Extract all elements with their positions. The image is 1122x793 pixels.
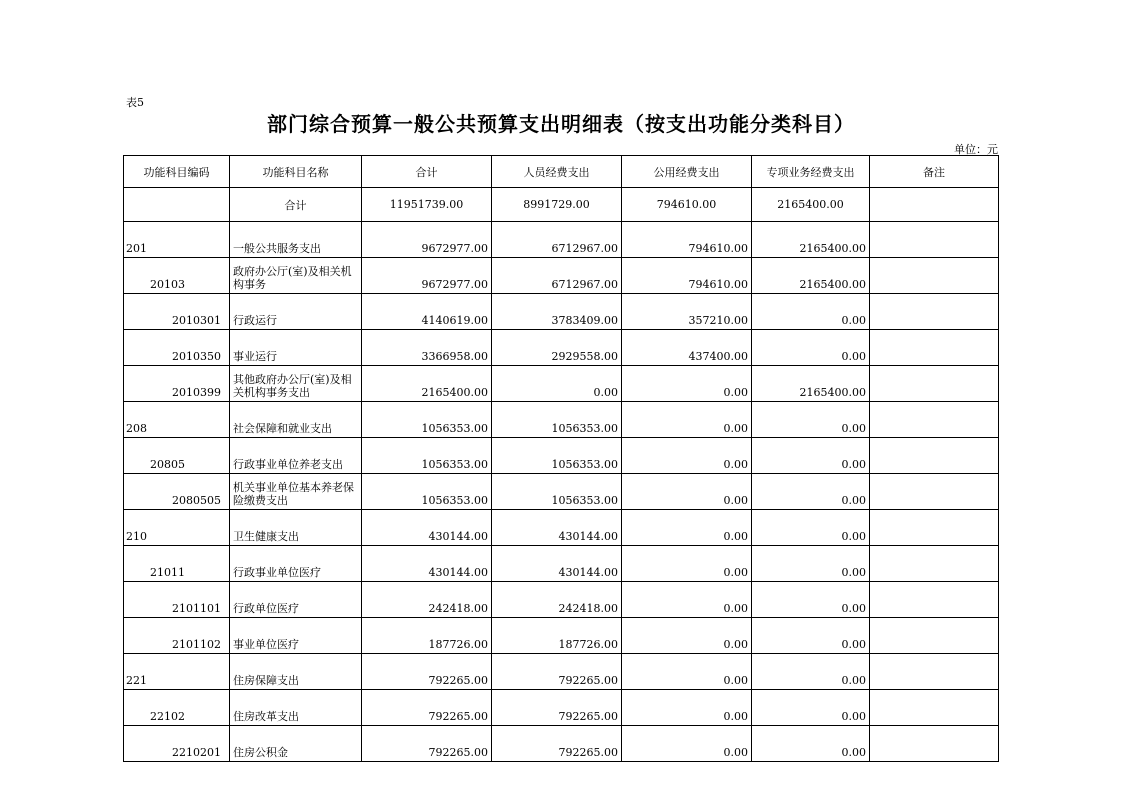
table-row: [124, 546, 999, 582]
cell-special: 0.00: [752, 726, 870, 762]
cell-public: 794610.00: [622, 258, 752, 294]
cell-remark: [870, 690, 999, 726]
cell-special: 0.00: [752, 294, 870, 330]
cell-special: 0.00: [752, 546, 870, 582]
total-remark: [870, 188, 999, 222]
cell-public: 0.00: [622, 366, 752, 402]
cell-special: 0.00: [752, 510, 870, 546]
header-remark: 备注: [870, 156, 999, 188]
total-row: [124, 188, 999, 222]
cell-total: 792265.00: [362, 726, 492, 762]
table-row: [124, 366, 999, 402]
cell-public: 0.00: [622, 402, 752, 438]
cell-remark: [870, 258, 999, 294]
cell-total: 430144.00: [362, 510, 492, 546]
cell-total: 792265.00: [362, 690, 492, 726]
cell-personnel: 1056353.00: [492, 402, 622, 438]
table-row: [124, 654, 999, 690]
table-row: [124, 258, 999, 294]
cell-special: 0.00: [752, 438, 870, 474]
cell-code: 20103: [124, 258, 230, 294]
cell-name: 住房公积金: [230, 726, 362, 762]
cell-code: 2080505: [124, 474, 230, 510]
cell-special: 2165400.00: [752, 366, 870, 402]
cell-code: 20805: [124, 438, 230, 474]
cell-remark: [870, 222, 999, 258]
cell-code: 21011: [124, 546, 230, 582]
cell-public: 794610.00: [622, 222, 752, 258]
cell-public: 0.00: [622, 474, 752, 510]
cell-personnel: 0.00: [492, 366, 622, 402]
cell-special: 0.00: [752, 582, 870, 618]
cell-public: 437400.00: [622, 330, 752, 366]
table-row: [124, 222, 999, 258]
cell-special: 2165400.00: [752, 222, 870, 258]
cell-public: 357210.00: [622, 294, 752, 330]
cell-remark: [870, 330, 999, 366]
cell-remark: [870, 438, 999, 474]
header-row: [124, 156, 999, 188]
header-special: 专项业务经费支出: [752, 156, 870, 188]
cell-special: 0.00: [752, 402, 870, 438]
cell-personnel: 6712967.00: [492, 222, 622, 258]
header-name: 功能科目名称: [230, 156, 362, 188]
cell-code: 2010399: [124, 366, 230, 402]
cell-code: 210: [124, 510, 230, 546]
cell-code: 201: [124, 222, 230, 258]
cell-personnel: 6712967.00: [492, 258, 622, 294]
cell-total: 1056353.00: [362, 474, 492, 510]
cell-personnel: 792265.00: [492, 690, 622, 726]
table-row: [124, 618, 999, 654]
table-row: [124, 510, 999, 546]
cell-total: 1056353.00: [362, 402, 492, 438]
cell-special: 2165400.00: [752, 258, 870, 294]
cell-remark: [870, 366, 999, 402]
cell-personnel: 242418.00: [492, 582, 622, 618]
cell-name: 其他政府办公厅(室)及相关机构事务支出: [230, 366, 362, 402]
cell-total: 430144.00: [362, 546, 492, 582]
cell-name: 机关事业单位基本养老保险缴费支出: [230, 474, 362, 510]
header-personnel: 人员经费支出: [492, 156, 622, 188]
cell-special: 0.00: [752, 690, 870, 726]
cell-code: 2010301: [124, 294, 230, 330]
cell-total: 2165400.00: [362, 366, 492, 402]
cell-total: 1056353.00: [362, 438, 492, 474]
table-row: [124, 690, 999, 726]
table-number: 表5: [126, 96, 144, 109]
table-row: [124, 726, 999, 762]
cell-personnel: 430144.00: [492, 510, 622, 546]
total-label: 合计: [230, 188, 362, 222]
cell-name: 一般公共服务支出: [230, 222, 362, 258]
cell-remark: [870, 654, 999, 690]
cell-name: 住房保障支出: [230, 654, 362, 690]
table-row: [124, 582, 999, 618]
cell-personnel: 1056353.00: [492, 474, 622, 510]
cell-remark: [870, 510, 999, 546]
cell-code: 221: [124, 654, 230, 690]
cell-personnel: 430144.00: [492, 546, 622, 582]
cell-public: 0.00: [622, 690, 752, 726]
cell-code: 22102: [124, 690, 230, 726]
cell-public: 0.00: [622, 654, 752, 690]
cell-code: 2101101: [124, 582, 230, 618]
table-row: [124, 294, 999, 330]
cell-name: 卫生健康支出: [230, 510, 362, 546]
cell-personnel: 2929558.00: [492, 330, 622, 366]
cell-total: 9672977.00: [362, 222, 492, 258]
total-special: 2165400.00: [752, 188, 870, 222]
cell-total: 187726.00: [362, 618, 492, 654]
header-public: 公用经费支出: [622, 156, 752, 188]
cell-remark: [870, 546, 999, 582]
unit-label: 单位：元: [954, 143, 998, 156]
cell-remark: [870, 474, 999, 510]
cell-name: 事业单位医疗: [230, 618, 362, 654]
cell-special: 0.00: [752, 654, 870, 690]
cell-code: 2010350: [124, 330, 230, 366]
cell-name: 政府办公厅(室)及相关机构事务: [230, 258, 362, 294]
cell-name: 行政事业单位医疗: [230, 546, 362, 582]
cell-name: 行政单位医疗: [230, 582, 362, 618]
cell-personnel: 792265.00: [492, 654, 622, 690]
cell-name: 事业运行: [230, 330, 362, 366]
table-row: [124, 330, 999, 366]
total-public: 794610.00: [622, 188, 752, 222]
cell-name: 行政事业单位养老支出: [230, 438, 362, 474]
cell-code: 2101102: [124, 618, 230, 654]
cell-public: 0.00: [622, 582, 752, 618]
cell-personnel: 1056353.00: [492, 438, 622, 474]
header-code: 功能科目编码: [124, 156, 230, 188]
page-title: 部门综合预算一般公共预算支出明细表（按支出功能分类科目）: [267, 112, 855, 136]
cell-remark: [870, 726, 999, 762]
table-row: [124, 474, 999, 510]
cell-remark: [870, 402, 999, 438]
cell-total: 4140619.00: [362, 294, 492, 330]
cell-public: 0.00: [622, 618, 752, 654]
total-personnel: 8991729.00: [492, 188, 622, 222]
cell-personnel: 187726.00: [492, 618, 622, 654]
cell-public: 0.00: [622, 438, 752, 474]
cell-code: 208: [124, 402, 230, 438]
cell-public: 0.00: [622, 510, 752, 546]
cell-total: 792265.00: [362, 654, 492, 690]
cell-name: 社会保障和就业支出: [230, 402, 362, 438]
cell-name: 行政运行: [230, 294, 362, 330]
cell-name: 住房改革支出: [230, 690, 362, 726]
cell-personnel: 792265.00: [492, 726, 622, 762]
header-total: 合计: [362, 156, 492, 188]
cell-remark: [870, 618, 999, 654]
budget-table: [123, 155, 999, 762]
cell-special: 0.00: [752, 474, 870, 510]
cell-total: 242418.00: [362, 582, 492, 618]
cell-code: 2210201: [124, 726, 230, 762]
cell-remark: [870, 294, 999, 330]
cell-personnel: 3783409.00: [492, 294, 622, 330]
cell-remark: [870, 582, 999, 618]
cell-public: 0.00: [622, 546, 752, 582]
table-row: [124, 402, 999, 438]
total-code: [124, 188, 230, 222]
cell-special: 0.00: [752, 330, 870, 366]
cell-special: 0.00: [752, 618, 870, 654]
total-total: 11951739.00: [362, 188, 492, 222]
cell-total: 3366958.00: [362, 330, 492, 366]
cell-total: 9672977.00: [362, 258, 492, 294]
table-row: [124, 438, 999, 474]
cell-public: 0.00: [622, 726, 752, 762]
